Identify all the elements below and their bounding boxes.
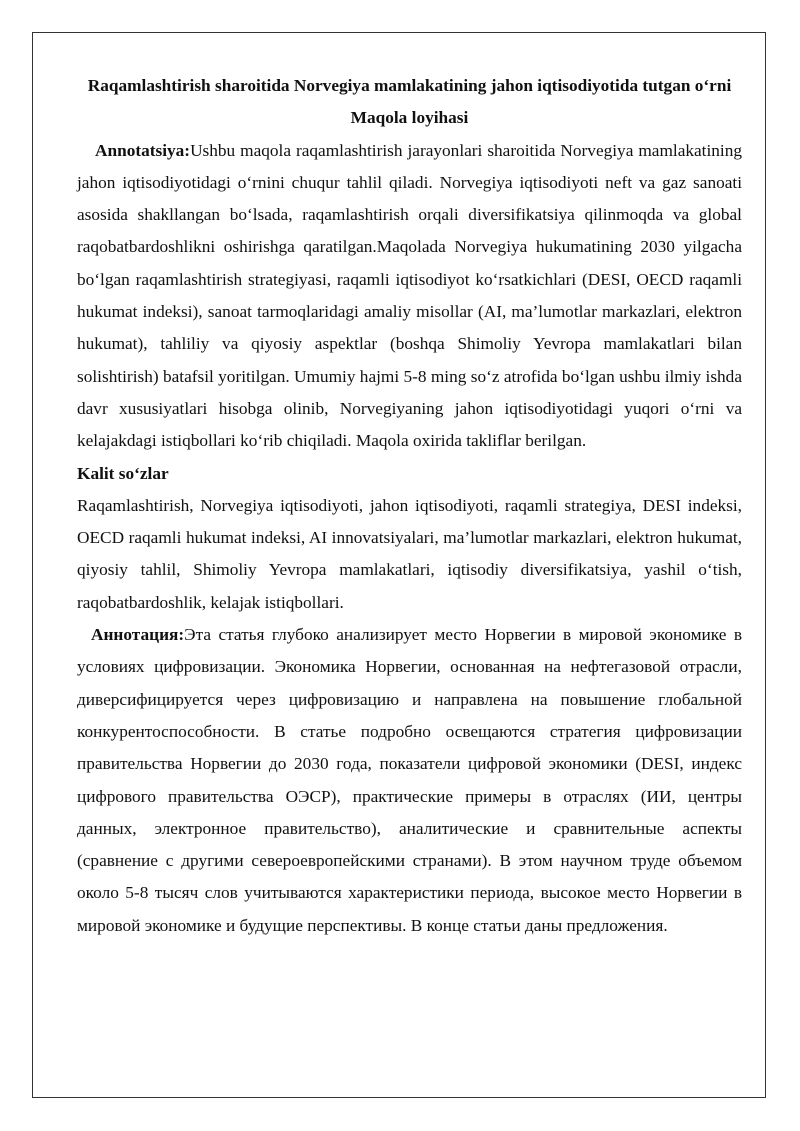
keywords-heading: Kalit so‘zlar (77, 463, 169, 483)
abstract-uz-label: Annotatsiya: (95, 140, 191, 160)
article-subtitle: Maqola loyihasi (350, 108, 469, 128)
abstract-ru (77, 619, 742, 942)
article-title: Raqamlashtirish sharoitida Norvegiya mamlakatining jahon iqtisodiyotida tutgan o‘rni (87, 76, 732, 95)
keywords-text: Raqamlashtirish, Norvegiya iqtisodiyoti, jahon iqtisodiyoti, raqamli strategiya, DESI indeksi, OECD raqamli hukumat indeksi, AI innovatsiyalari, ma’lumotlar markazlari, elektron hukumat, qiyosiy tahlil, Shimoliy Yevropa mamlakatlari, iqtisodiy diversifikatsiya, yashil o‘tish, raqobatbardoshlik, kelajak istiqbollari. (77, 495, 742, 612)
abstract-uz-text: Ushbu maqola raqamlashtirish jarayonlari sharoitida Norvegiya mamlakatining jahon iqtisodiyotidagi o‘rnini chuqur tahlil qiladi. Norvegiya iqtisodiyoti neft va gaz sanoati asosida shakllangan bo‘lsada, raqamlashtirish orqali diversifikatsiya qilinmoqda va global raqobatbardoshlikni oshirishga qaratilgan.Maqolada Norvegiya hukumatining 2030 yilgacha bo‘lgan raqamlashtirish strategiyasi, raqamli iqtisodiyot ko‘rsatkichlari (DESI, OECD raqamli hukumat indeksi), sanoat tarmoqlaridagi amaliy misollar (AI, ma’lumotlar markazlari, elektron hukumat), tahliliy va qiyosiy aspektlar (boshqa Shimoliy Yevropa mamlakatlari bilan solishtirish) batafsil yoritilgan. Umumiy hajmi 5-8 ming so‘z atrofida bo‘lgan ushbu ilmiy ishda davr xususiyatlari hisobga olinib, Norvegiyaning jahon iqtisodiyotidagi yuqori o‘rni va kelajakdagi istiqbollari ko‘rib chiqiladi. Maqola oxirida takliflar berilgan. (77, 140, 742, 451)
abstract-uz (77, 135, 742, 458)
abstract-ru-text: Эта статья глубоко анализирует место Норвегии в мировой экономике в условиях цифровизации. Экономика Норвегии, основанная на нефтегазовой отрасли, диверсифицируется через цифровизацию и направлена на повышение глобальной конкурентоспособности. В статье подробно освещаются стратегия цифровизации правительства Норвегии до 2030 года, показатели цифровой экономики (DESI, индекс цифрового правительства ОЭСР), практические примеры в отраслях (ИИ, центры данных, электронное правительство), аналитические и сравнительные аспекты (сравнение с другими североевропейскими странами). В этом научном труде объемом около 5-8 тысяч слов учитываются характеристики периода, высокое место Норвегии в мировой экономике и будущие перспективы. В конце статьи даны предложения. (77, 625, 742, 935)
abstract-ru-label: Аннотация: (91, 625, 185, 645)
document-body (77, 70, 742, 942)
